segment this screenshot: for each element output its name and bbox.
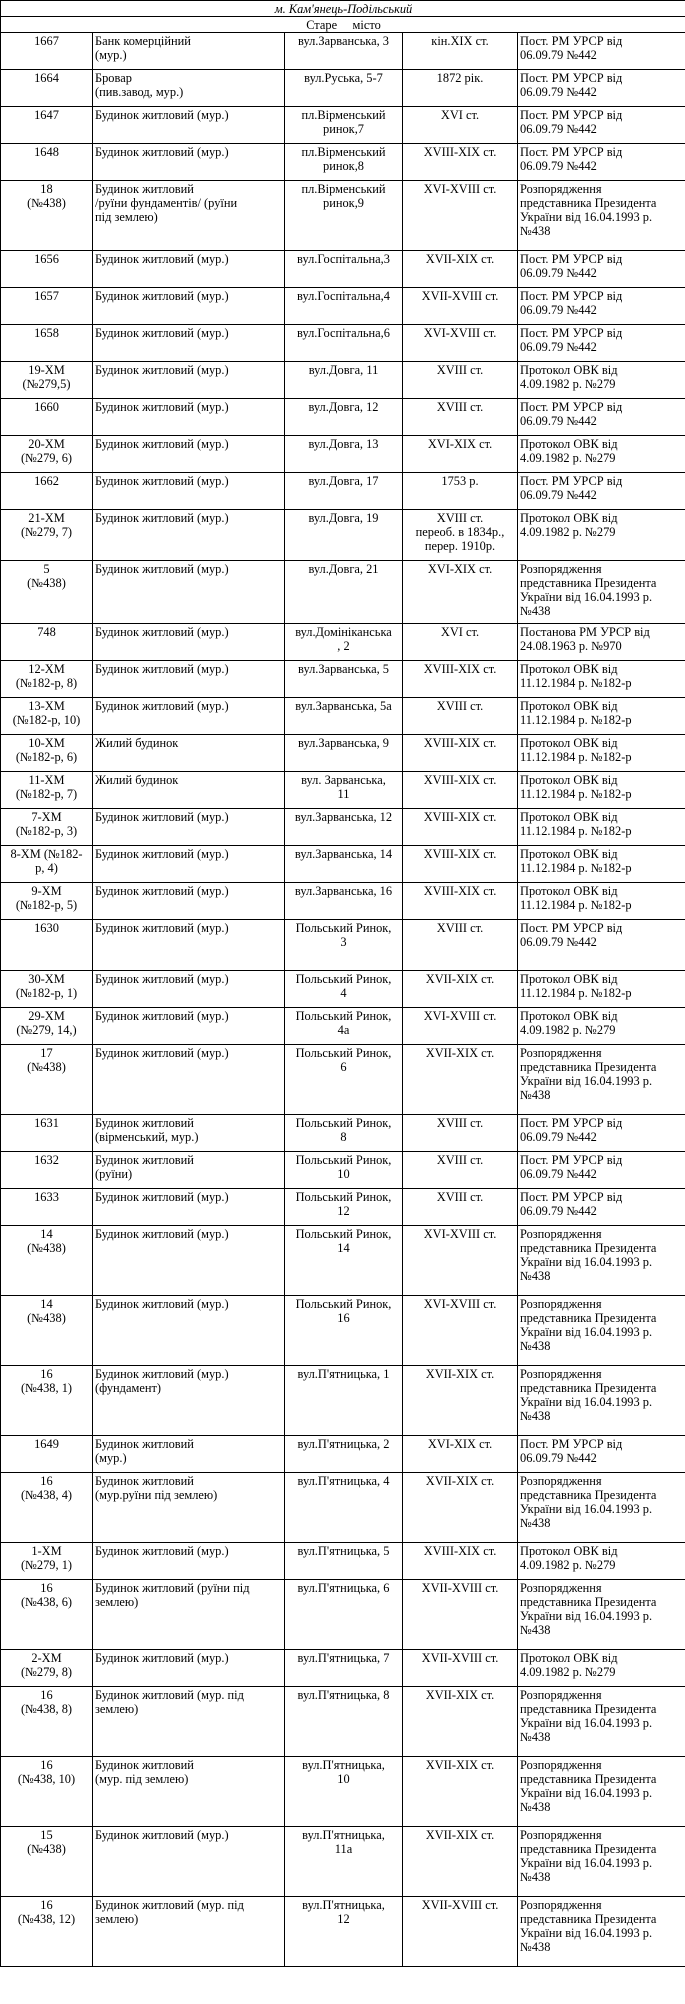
monument-name: Будинок житловий (руїни) bbox=[93, 1152, 285, 1189]
monument-document: Протокол ОВК від 4.09.1982 р. №279 bbox=[518, 436, 685, 473]
monument-number: 14 (№438) bbox=[1, 1226, 93, 1296]
table-row bbox=[1, 436, 685, 473]
monument-document: Протокол ОВК від 11.12.1984 р. №182-р bbox=[518, 846, 685, 883]
monument-dating: кін.XIX ст. bbox=[403, 33, 518, 70]
monument-dating: XVIII-XIX ст. bbox=[403, 883, 518, 920]
monument-document: Розпорядження представника Президента України від 16.04.1993 р. №438 bbox=[518, 181, 685, 251]
monument-name: Будинок житловий (мур.) bbox=[93, 1226, 285, 1296]
monument-dating: XVIII-XIX ст. bbox=[403, 809, 518, 846]
monument-document: Пост. РМ УРСР від 06.09.79 №442 bbox=[518, 70, 685, 107]
monument-document: Розпорядження представника Президента України від 16.04.1993 р. №438 bbox=[518, 1366, 685, 1436]
monument-name: Будинок житловий (мур.) bbox=[93, 251, 285, 288]
monument-address: вул.П'ятницька, 5 bbox=[285, 1543, 403, 1580]
table-row bbox=[1, 107, 685, 144]
monument-address: пл.Вірменський ринок,8 bbox=[285, 144, 403, 181]
monument-dating: XVI-XVIII ст. bbox=[403, 1226, 518, 1296]
monument-document: Пост. РМ УРСР від 06.09.79 №442 bbox=[518, 1152, 685, 1189]
monument-name: Будинок житловий (мур.) bbox=[93, 971, 285, 1008]
monument-document: Постанова РМ УРСР від 24.08.1963 р. №970 bbox=[518, 624, 685, 661]
monument-number: 1667 bbox=[1, 33, 93, 70]
monument-dating: XVI-XVIII ст. bbox=[403, 325, 518, 362]
table-row bbox=[1, 698, 685, 735]
monument-number: 15 (№438) bbox=[1, 1827, 93, 1897]
monument-name: Будинок житловий /руїни фундаментів/ (руїни під землею) bbox=[93, 181, 285, 251]
monument-address: вул.П'ятницька, 8 bbox=[285, 1687, 403, 1757]
table-row bbox=[1, 1757, 685, 1827]
monument-name: Будинок житловий (мур. під землею) bbox=[93, 1687, 285, 1757]
monument-name: Жилий будинок bbox=[93, 772, 285, 809]
monument-number: 2-ХМ (№279, 8) bbox=[1, 1650, 93, 1687]
monument-document: Протокол ОВК від 11.12.1984 р. №182-р bbox=[518, 735, 685, 772]
monument-name: Будинок житловий (мур.) bbox=[93, 436, 285, 473]
table-row bbox=[1, 661, 685, 698]
monument-document: Пост. РМ УРСР від 06.09.79 №442 bbox=[518, 33, 685, 70]
monument-document: Пост. РМ УРСР від 06.09.79 №442 bbox=[518, 288, 685, 325]
monument-address: Польський Ринок, 4 bbox=[285, 971, 403, 1008]
monument-document: Протокол ОВК від 11.12.1984 р. №182-р bbox=[518, 772, 685, 809]
monument-name: Будинок житловий (мур. під землею) bbox=[93, 1897, 285, 1967]
table-row bbox=[1, 362, 685, 399]
monument-number: 1660 bbox=[1, 399, 93, 436]
monument-address: вул.Госпітальна,4 bbox=[285, 288, 403, 325]
monument-number: 16 (№438, 1) bbox=[1, 1366, 93, 1436]
table-row bbox=[1, 1189, 685, 1226]
monument-address: вул.Зарванська, 12 bbox=[285, 809, 403, 846]
monument-number: 18 (№438) bbox=[1, 181, 93, 251]
table-row bbox=[1, 181, 685, 251]
table-row bbox=[1, 1008, 685, 1045]
monument-address: вул.П'ятницька, 1 bbox=[285, 1366, 403, 1436]
table-row bbox=[1, 473, 685, 510]
table-row bbox=[1, 1296, 685, 1366]
monument-number: 16 (№438, 6) bbox=[1, 1580, 93, 1650]
monument-number: 1648 bbox=[1, 144, 93, 181]
monument-name: Будинок житловий (мур.) bbox=[93, 1008, 285, 1045]
monument-document: Пост. РМ УРСР від 06.09.79 №442 bbox=[518, 1436, 685, 1473]
monument-document: Розпорядження представника Президента України від 16.04.1993 р. №438 bbox=[518, 1045, 685, 1115]
monument-document: Розпорядження представника Президента України від 16.04.1993 р. №438 bbox=[518, 1226, 685, 1296]
monument-dating: XVIII-XIX ст. bbox=[403, 735, 518, 772]
monument-document: Розпорядження представника Президента України від 16.04.1993 р. №438 bbox=[518, 1296, 685, 1366]
monument-name: Будинок житловий (мур.) (фундамент) bbox=[93, 1366, 285, 1436]
monument-number: 30-ХМ (№182-р, 1) bbox=[1, 971, 93, 1008]
table-row bbox=[1, 772, 685, 809]
monument-number: 29-ХМ (№279, 14,) bbox=[1, 1008, 93, 1045]
monument-address: вул.Довга, 17 bbox=[285, 473, 403, 510]
monument-name: Будинок житловий (мур.) bbox=[93, 288, 285, 325]
table-row bbox=[1, 1473, 685, 1543]
monument-name: Будинок житловий (мур.) bbox=[93, 1827, 285, 1897]
monument-dating: XVIII ст. bbox=[403, 1115, 518, 1152]
table-row bbox=[1, 883, 685, 920]
table-row bbox=[1, 1226, 685, 1296]
monument-number: 1657 bbox=[1, 288, 93, 325]
monument-number: 1647 bbox=[1, 107, 93, 144]
monument-address: вул.Зарванська, 14 bbox=[285, 846, 403, 883]
monument-dating: XVIII ст. bbox=[403, 399, 518, 436]
monument-address: вул.П'ятницька, 7 bbox=[285, 1650, 403, 1687]
monument-number: 9-ХМ (№182-р, 5) bbox=[1, 883, 93, 920]
monument-document: Пост. РМ УРСР від 06.09.79 №442 bbox=[518, 144, 685, 181]
monument-dating: XVI-XVIII ст. bbox=[403, 1008, 518, 1045]
table-row bbox=[1, 251, 685, 288]
monument-name: Будинок житловий (мур.) bbox=[93, 661, 285, 698]
table-row bbox=[1, 735, 685, 772]
monument-dating: XVI ст. bbox=[403, 624, 518, 661]
monument-number: 21-ХМ (№279, 7) bbox=[1, 510, 93, 561]
table-row bbox=[1, 1152, 685, 1189]
monument-document: Протокол ОВК від 11.12.1984 р. №182-р bbox=[518, 883, 685, 920]
monument-dating: XVII-XIX ст. bbox=[403, 251, 518, 288]
monument-address: вул.Зарванська, 5а bbox=[285, 698, 403, 735]
table-row bbox=[1, 144, 685, 181]
monument-number: 12-ХМ (№182-р, 8) bbox=[1, 661, 93, 698]
monument-address: вул.Зарванська, 16 bbox=[285, 883, 403, 920]
monument-number: 7-ХМ (№182-р, 3) bbox=[1, 809, 93, 846]
monument-name: Будинок житловий (мур.) bbox=[93, 1543, 285, 1580]
monument-document: Протокол ОВК від 11.12.1984 р. №182-р bbox=[518, 698, 685, 735]
city-header-row bbox=[1, 1, 685, 17]
monument-address: Польський Ринок, 16 bbox=[285, 1296, 403, 1366]
monument-document: Розпорядження представника Президента України від 16.04.1993 р. №438 bbox=[518, 1580, 685, 1650]
monument-document: Розпорядження представника Президента України від 16.04.1993 р. №438 bbox=[518, 1827, 685, 1897]
monument-number: 1630 bbox=[1, 920, 93, 971]
monument-address: вул.Зарванська, 3 bbox=[285, 33, 403, 70]
monument-address: вул.П'ятницька, 2 bbox=[285, 1436, 403, 1473]
table-row bbox=[1, 1687, 685, 1757]
monument-dating: XVIII-XIX ст. bbox=[403, 772, 518, 809]
monument-dating: XVIII-XIX ст. bbox=[403, 846, 518, 883]
table-body bbox=[1, 1, 685, 1967]
district-header-row bbox=[1, 17, 685, 33]
monument-address: вул.П'ятницька, 12 bbox=[285, 1897, 403, 1967]
monument-name: Будинок житловий (мур.) bbox=[93, 698, 285, 735]
monument-document: Протокол ОВК від 4.09.1982 р. №279 bbox=[518, 510, 685, 561]
monument-number: 16 (№438, 12) bbox=[1, 1897, 93, 1967]
monument-address: вул.Зарванська, 5 bbox=[285, 661, 403, 698]
monument-document: Пост. РМ УРСР від 06.09.79 №442 bbox=[518, 251, 685, 288]
monument-name: Будинок житловий (мур. під землею) bbox=[93, 1757, 285, 1827]
monument-document: Пост. РМ УРСР від 06.09.79 №442 bbox=[518, 1115, 685, 1152]
monument-dating: XVII-XIX ст. bbox=[403, 971, 518, 1008]
monument-dating: XVII-XIX ст. bbox=[403, 1827, 518, 1897]
monument-address: вул.Госпітальна,3 bbox=[285, 251, 403, 288]
city-title: м. Кам'янець-Подільський bbox=[1, 1, 685, 17]
monument-dating: 1753 р. bbox=[403, 473, 518, 510]
monument-dating: XVI-XIX ст. bbox=[403, 436, 518, 473]
table-row bbox=[1, 846, 685, 883]
monument-address: пл.Вірменський ринок,7 bbox=[285, 107, 403, 144]
monument-document: Розпорядження представника Президента України від 16.04.1993 р. №438 bbox=[518, 1757, 685, 1827]
table-row bbox=[1, 1897, 685, 1967]
monument-name: Будинок житловий (мур.руїни під землею) bbox=[93, 1473, 285, 1543]
monument-document: Пост. РМ УРСР від 06.09.79 №442 bbox=[518, 473, 685, 510]
monument-document: Протокол ОВК від 11.12.1984 р. №182-р bbox=[518, 971, 685, 1008]
monument-dating: XVII-XIX ст. bbox=[403, 1366, 518, 1436]
table-row bbox=[1, 920, 685, 971]
monument-number: 1633 bbox=[1, 1189, 93, 1226]
monument-address: вул.Руська, 5-7 bbox=[285, 70, 403, 107]
monument-name: Жилий будинок bbox=[93, 735, 285, 772]
monument-document: Протокол ОВК від 4.09.1982 р. №279 bbox=[518, 1008, 685, 1045]
monument-dating: XVIII-XIX ст. bbox=[403, 1543, 518, 1580]
table-row bbox=[1, 561, 685, 624]
monument-address: Польський Ринок, 12 bbox=[285, 1189, 403, 1226]
monument-name: Будинок житловий (мур.) bbox=[93, 510, 285, 561]
monument-number: 16 (№438, 4) bbox=[1, 1473, 93, 1543]
monument-address: вул.П'ятницька, 4 bbox=[285, 1473, 403, 1543]
table-row bbox=[1, 33, 685, 70]
monument-number: 16 (№438, 10) bbox=[1, 1757, 93, 1827]
monument-document: Пост. РМ УРСР від 06.09.79 №442 bbox=[518, 399, 685, 436]
monument-number: 1649 bbox=[1, 1436, 93, 1473]
monument-dating: XVI-XIX ст. bbox=[403, 1436, 518, 1473]
monument-dating: XVII-XIX ст. bbox=[403, 1045, 518, 1115]
monument-dating: XVII-XIX ст. bbox=[403, 1687, 518, 1757]
monument-dating: XVI-XVIII ст. bbox=[403, 1296, 518, 1366]
monument-address: вул.Довга, 11 bbox=[285, 362, 403, 399]
monument-address: вул.Довга, 13 bbox=[285, 436, 403, 473]
monument-name: Будинок житловий (мур.) bbox=[93, 1045, 285, 1115]
monument-address: вул.Довга, 21 bbox=[285, 561, 403, 624]
monument-dating: XVII-XIX ст. bbox=[403, 1473, 518, 1543]
monument-dating: XVII-XVIII ст. bbox=[403, 288, 518, 325]
monument-name: Банк комерційний (мур.) bbox=[93, 33, 285, 70]
monument-document: Розпорядження представника Президента України від 16.04.1993 р. №438 bbox=[518, 561, 685, 624]
table-row bbox=[1, 1366, 685, 1436]
monument-number: 1662 bbox=[1, 473, 93, 510]
monument-name: Будинок житловий (мур.) bbox=[93, 883, 285, 920]
monument-name: Будинок житловий (мур.) bbox=[93, 144, 285, 181]
monument-number: 11-ХМ (№182-р, 7) bbox=[1, 772, 93, 809]
monument-name: Будинок житловий (мур.) bbox=[93, 1189, 285, 1226]
monument-number: 19-ХМ (№279,5) bbox=[1, 362, 93, 399]
monument-name: Будинок житловий (мур.) bbox=[93, 399, 285, 436]
monument-address: пл.Вірменський ринок,9 bbox=[285, 181, 403, 251]
monument-number: 1632 bbox=[1, 1152, 93, 1189]
monument-number: 13-ХМ (№182-р, 10) bbox=[1, 698, 93, 735]
monument-name: Бровар (пив.завод, мур.) bbox=[93, 70, 285, 107]
monument-dating: XVIII ст. bbox=[403, 1189, 518, 1226]
monument-address: Польський Ринок, 3 bbox=[285, 920, 403, 971]
monument-name: Будинок житловий (вірменський, мур.) bbox=[93, 1115, 285, 1152]
monument-name: Будинок житловий (мур.) bbox=[93, 1436, 285, 1473]
monument-number: 1-ХМ (№279, 1) bbox=[1, 1543, 93, 1580]
table-row bbox=[1, 971, 685, 1008]
monument-number: 20-ХМ (№279, 6) bbox=[1, 436, 93, 473]
monument-number: 1656 bbox=[1, 251, 93, 288]
monument-document: Пост. РМ УРСР від 06.09.79 №442 bbox=[518, 325, 685, 362]
monument-address: Польський Ринок, 10 bbox=[285, 1152, 403, 1189]
monument-number: 5 (№438) bbox=[1, 561, 93, 624]
monument-number: 14 (№438) bbox=[1, 1296, 93, 1366]
monument-address: вул.Госпітальна,6 bbox=[285, 325, 403, 362]
monument-name: Будинок житловий (мур.) bbox=[93, 624, 285, 661]
table-row bbox=[1, 1580, 685, 1650]
table-row bbox=[1, 288, 685, 325]
monument-name: Будинок житловий (мур.) bbox=[93, 920, 285, 971]
monument-name: Будинок житловий (мур.) bbox=[93, 362, 285, 399]
table-row bbox=[1, 70, 685, 107]
monument-address: вул.П'ятницька, 11а bbox=[285, 1827, 403, 1897]
monument-dating: XVIII ст. bbox=[403, 362, 518, 399]
monument-number: 748 bbox=[1, 624, 93, 661]
monument-address: Польський Ринок, 8 bbox=[285, 1115, 403, 1152]
monument-address: вул.Зарванська, 9 bbox=[285, 735, 403, 772]
monument-name: Будинок житловий (мур.) bbox=[93, 325, 285, 362]
monument-document: Розпорядження представника Президента України від 16.04.1993 р. №438 bbox=[518, 1473, 685, 1543]
district-title: Старе місто bbox=[1, 17, 685, 33]
table-row bbox=[1, 325, 685, 362]
table-row bbox=[1, 1115, 685, 1152]
monument-document: Протокол ОВК від 11.12.1984 р. №182-р bbox=[518, 661, 685, 698]
monument-number: 16 (№438, 8) bbox=[1, 1687, 93, 1757]
monument-dating: XVI-XIX ст. bbox=[403, 561, 518, 624]
monument-name: Будинок житловий (руїни під землею) bbox=[93, 1580, 285, 1650]
table-row bbox=[1, 1543, 685, 1580]
monument-document: Протокол ОВК від 4.09.1982 р. №279 bbox=[518, 362, 685, 399]
monument-dating: XVII-XIX ст. bbox=[403, 1757, 518, 1827]
monument-dating: XVI ст. bbox=[403, 107, 518, 144]
monument-dating: XVIII-XIX ст. bbox=[403, 144, 518, 181]
monument-name: Будинок житловий (мур.) bbox=[93, 1650, 285, 1687]
monument-document: Протокол ОВК від 4.09.1982 р. №279 bbox=[518, 1543, 685, 1580]
monument-name: Будинок житловий (мур.) bbox=[93, 809, 285, 846]
monument-dating: XVIII ст. bbox=[403, 920, 518, 971]
monument-address: вул.П'ятницька, 10 bbox=[285, 1757, 403, 1827]
table-row bbox=[1, 1650, 685, 1687]
monument-document: Протокол ОВК від 4.09.1982 р. №279 bbox=[518, 1650, 685, 1687]
monument-address: вул. Зарванська, 11 bbox=[285, 772, 403, 809]
monument-document: Розпорядження представника Президента України від 16.04.1993 р. №438 bbox=[518, 1897, 685, 1967]
table-row bbox=[1, 1436, 685, 1473]
monument-document: Протокол ОВК від 11.12.1984 р. №182-р bbox=[518, 809, 685, 846]
monument-address: вул.Домініканська , 2 bbox=[285, 624, 403, 661]
monument-address: вул.Довга, 19 bbox=[285, 510, 403, 561]
table-row bbox=[1, 399, 685, 436]
monument-document: Пост. РМ УРСР від 06.09.79 №442 bbox=[518, 920, 685, 971]
monument-dating: XVIII ст. переоб. в 1834р., перер. 1910р. bbox=[403, 510, 518, 561]
monument-document: Розпорядження представника Президента України від 16.04.1993 р. №438 bbox=[518, 1687, 685, 1757]
table-row bbox=[1, 1827, 685, 1897]
monument-dating: XVIII ст. bbox=[403, 1152, 518, 1189]
monument-number: 10-ХМ (№182-р, 6) bbox=[1, 735, 93, 772]
monument-number: 1664 bbox=[1, 70, 93, 107]
table-row bbox=[1, 809, 685, 846]
monument-dating: XVII-XVIII ст. bbox=[403, 1650, 518, 1687]
table-row bbox=[1, 624, 685, 661]
monument-dating: XVIII-XIX ст. bbox=[403, 661, 518, 698]
monument-address: вул.Довга, 12 bbox=[285, 399, 403, 436]
monument-number: 1631 bbox=[1, 1115, 93, 1152]
monument-dating: XVII-XVIII ст. bbox=[403, 1580, 518, 1650]
monument-address: Польський Ринок, 4а bbox=[285, 1008, 403, 1045]
monument-document: Пост. РМ УРСР від 06.09.79 №442 bbox=[518, 1189, 685, 1226]
monument-dating: 1872 рік. bbox=[403, 70, 518, 107]
monument-dating: XVI-XVIII ст. bbox=[403, 181, 518, 251]
monument-name: Будинок житловий (мур.) bbox=[93, 846, 285, 883]
monument-name: Будинок житловий (мур.) bbox=[93, 107, 285, 144]
monument-name: Будинок житловий (мур.) bbox=[93, 561, 285, 624]
monument-dating: XVII-XVIII ст. bbox=[403, 1897, 518, 1967]
monument-name: Будинок житловий (мур.) bbox=[93, 1296, 285, 1366]
monument-name: Будинок житловий (мур.) bbox=[93, 473, 285, 510]
monument-number: 1658 bbox=[1, 325, 93, 362]
table-row bbox=[1, 510, 685, 561]
monument-number: 17 (№438) bbox=[1, 1045, 93, 1115]
monument-document: Пост. РМ УРСР від 06.09.79 №442 bbox=[518, 107, 685, 144]
monument-address: Польський Ринок, 14 bbox=[285, 1226, 403, 1296]
table-row bbox=[1, 1045, 685, 1115]
monument-number: 8-ХМ (№182- р, 4) bbox=[1, 846, 93, 883]
monument-address: Польський Ринок, 6 bbox=[285, 1045, 403, 1115]
monument-address: вул.П'ятницька, 6 bbox=[285, 1580, 403, 1650]
monument-dating: XVIII ст. bbox=[403, 698, 518, 735]
